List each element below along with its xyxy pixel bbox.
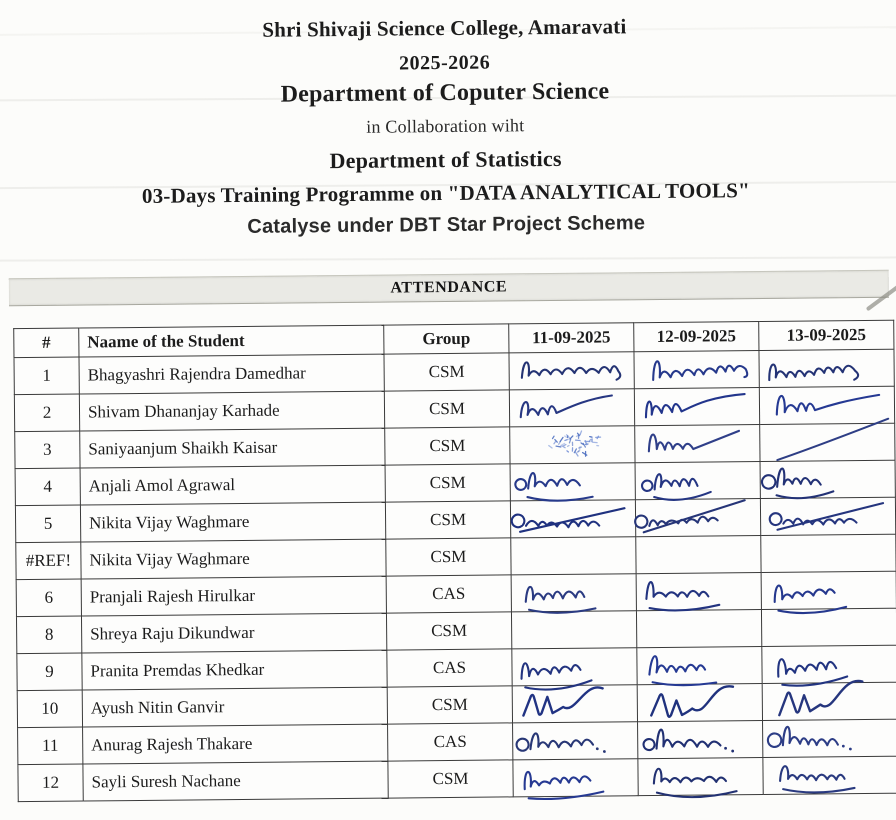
signature-cell (636, 610, 761, 648)
signature-cell (634, 388, 759, 426)
signature-cell (513, 722, 638, 760)
signature-ink (760, 421, 888, 464)
col-header-group: Group (384, 324, 509, 354)
group-cell: CSM (386, 612, 511, 650)
col-header-date-3: 13-09-2025 (759, 320, 894, 350)
student-name-cell: Bhagyashri Rajendra Damedhar (79, 354, 384, 394)
signature-cell (509, 352, 634, 390)
signature-ink (512, 571, 640, 614)
signature-cell (637, 683, 762, 721)
group-cell: CSM (384, 390, 509, 428)
student-name-cell: Nikita Vijay Waghmare (80, 502, 385, 542)
signature-ink (635, 385, 763, 428)
signature-ink (509, 349, 637, 392)
attendance-table-body (14, 349, 896, 801)
signature-cell (510, 463, 635, 501)
group-cell: CAS (387, 649, 512, 687)
signature-ink (513, 756, 641, 799)
group-cell: CSM (388, 760, 513, 798)
signature-cell (759, 386, 894, 424)
col-header-date-1: 11-09-2025 (509, 323, 634, 353)
signature-ink (511, 497, 639, 540)
group-cell: CSM (384, 353, 509, 391)
signature-cell (510, 426, 635, 464)
signature-cell (510, 500, 635, 538)
student-name-cell: Sayli Suresh Nachane (83, 761, 388, 801)
student-name-cell: Anjali Amol Agrawal (80, 465, 385, 505)
signature-cell (761, 534, 896, 572)
signature-cell (512, 685, 637, 723)
table-row (18, 756, 896, 801)
row-number-cell: 10 (17, 690, 82, 728)
signature-ink (762, 569, 890, 612)
statistics-title: Department of Statistics (329, 145, 562, 174)
signature-ink (638, 681, 766, 724)
student-name-cell: Shreya Raju Dikundwar (81, 613, 386, 653)
signature-cell (762, 682, 896, 720)
signature-ink (636, 459, 764, 502)
signature-cell (636, 573, 761, 611)
signature-ink (513, 682, 641, 725)
group-cell: CSM (386, 538, 511, 576)
signature-ink (759, 347, 887, 390)
signature-cell (512, 648, 637, 686)
col-header-name: Naame of the Student (79, 325, 384, 357)
signature-ink (634, 348, 762, 391)
col-header-date-2: 12-09-2025 (634, 322, 759, 352)
row-number-cell: 9 (17, 653, 82, 691)
signature-cell (635, 462, 760, 500)
row-number-cell: 5 (15, 505, 80, 543)
signature-cell (761, 608, 896, 646)
signature-cell (760, 497, 895, 535)
signature-cell (511, 537, 636, 575)
college-title: Shri Shivaji Science College, Amaravati (262, 14, 627, 42)
signature-ink (636, 496, 764, 539)
row-number-cell: 6 (16, 579, 81, 617)
signature-cell (635, 499, 760, 537)
student-name-cell: Pranita Premdas Khedkar (82, 650, 387, 690)
signature-cell (635, 425, 760, 463)
attendance-table (13, 320, 896, 802)
scheme-title: Catalyse under DBT Star Project Scheme (247, 212, 646, 238)
signature-cell (638, 757, 763, 795)
row-number-cell: 4 (15, 468, 80, 506)
signature-cell (761, 571, 896, 609)
signature-cell (760, 423, 895, 461)
signature-ink (510, 423, 638, 466)
academic-year: 2025-2026 (398, 51, 491, 75)
signature-cell (636, 536, 761, 574)
student-name-cell: Pranjali Rajesh Hirulkar (81, 576, 386, 616)
student-name-cell: Ayush Nitin Ganvir (82, 687, 387, 727)
signature-ink (638, 718, 766, 761)
group-cell: CAS (386, 575, 511, 613)
signature-ink (761, 495, 889, 538)
signature-ink (510, 386, 638, 429)
signature-cell (513, 759, 638, 797)
signature-cell (638, 720, 763, 758)
signature-ink (638, 755, 766, 798)
row-number-cell: 12 (18, 764, 83, 802)
signature-ink (637, 570, 765, 613)
signature-ink (512, 645, 640, 688)
signature-ink (762, 643, 890, 686)
col-header-num: # (14, 328, 79, 358)
student-name-cell: Nikita Vijay Waghmare (81, 539, 386, 579)
row-number-cell: 3 (15, 431, 80, 469)
student-name-cell: Shivam Dhananjay Karhade (79, 391, 384, 431)
signature-ink (637, 644, 765, 687)
department-title: Department of Coputer Science (280, 78, 610, 108)
signature-ink (760, 384, 888, 427)
row-number-cell: 2 (14, 394, 79, 432)
row-number-cell: 11 (18, 727, 83, 765)
group-cell: CSM (385, 427, 510, 465)
signature-cell (509, 389, 634, 427)
student-name-cell: Saniyaanjum Shaikh Kaisar (80, 428, 385, 468)
signature-cell (763, 756, 896, 794)
signature-ink (635, 422, 763, 465)
signature-cell (511, 611, 636, 649)
signature-ink (763, 754, 891, 797)
attendance-banner (9, 270, 889, 306)
signature-cell (759, 349, 894, 387)
group-cell: CAS (388, 723, 513, 761)
group-cell: CSM (387, 686, 512, 724)
signature-ink (763, 717, 891, 760)
student-name-cell: Anurag Rajesh Thakare (83, 724, 388, 764)
signature-ink (761, 458, 889, 501)
signature-cell (511, 574, 636, 612)
signature-cell (762, 645, 896, 683)
attendance-banner-label: ATTENDANCE (390, 278, 508, 297)
signature-cell (634, 351, 759, 389)
signature-cell (637, 646, 762, 684)
row-number-cell: #REF! (16, 542, 81, 580)
group-cell: CSM (385, 501, 510, 539)
signature-cell (763, 719, 896, 757)
signature-ink (511, 460, 639, 503)
group-cell: CSM (385, 464, 510, 502)
row-number-cell: 8 (16, 616, 81, 654)
collaboration-text: in Collaboration wiht (366, 115, 525, 137)
programme-title: 03-Days Training Programme on "DATA ANALYTICAL TOOLS" (141, 178, 751, 208)
signature-cell (760, 460, 895, 498)
signature-ink (763, 680, 891, 723)
row-number-cell: 1 (14, 357, 79, 395)
signature-ink (513, 719, 641, 762)
